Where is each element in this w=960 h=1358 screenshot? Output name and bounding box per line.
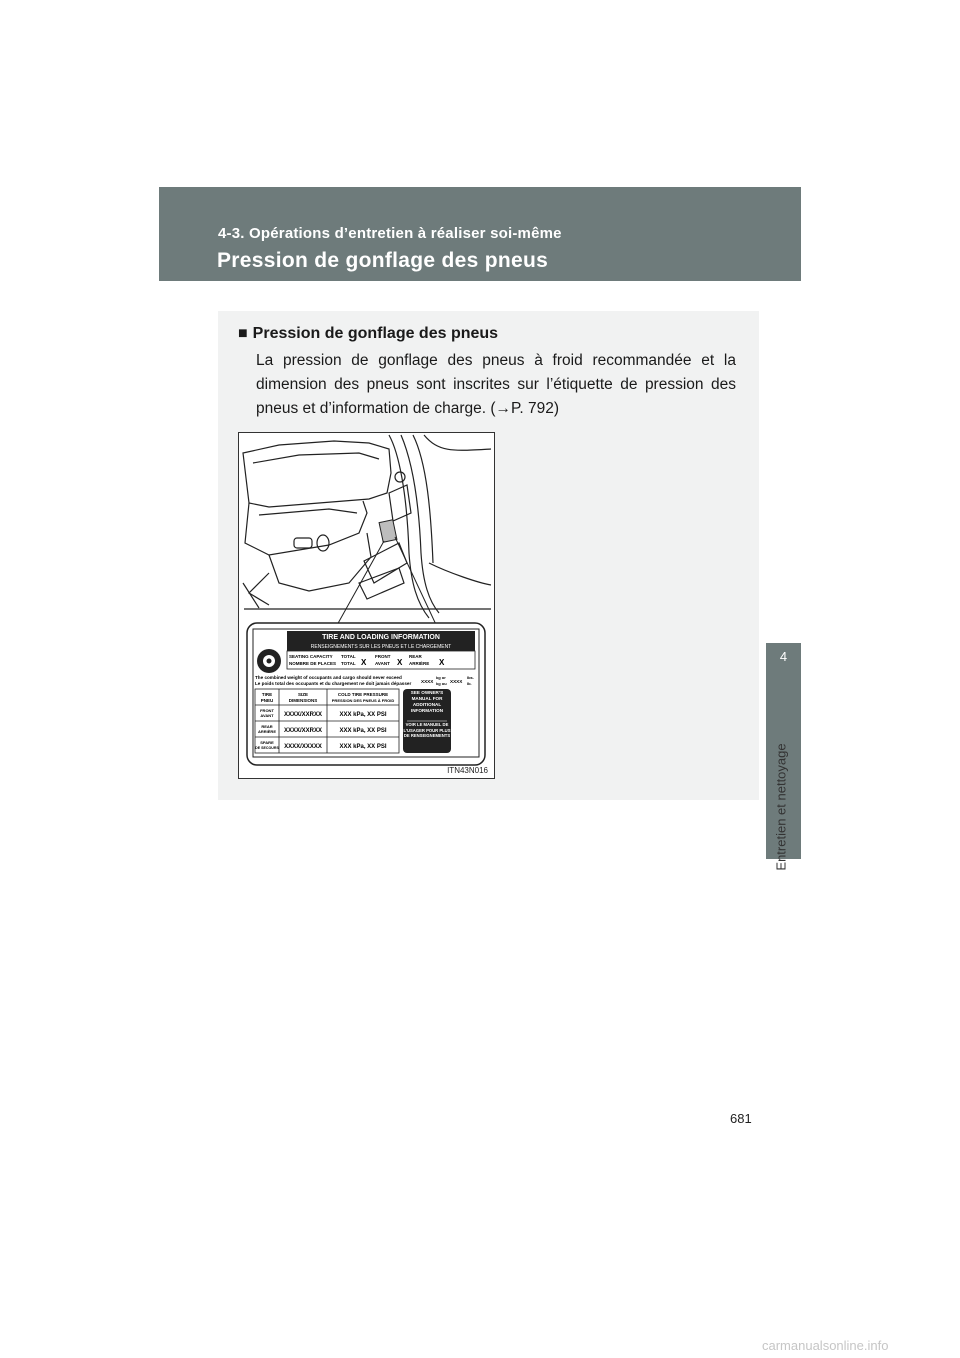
placard-title-fr: RENSEIGNEMENTS SUR LES PNEUS ET LE CHARGEMENT bbox=[310, 644, 452, 650]
chapter-label bbox=[771, 743, 791, 871]
svg-text:XXX kPa, XX PSI: XXX kPa, XX PSI bbox=[339, 712, 387, 718]
svg-text:XXXX: XXXX bbox=[421, 679, 434, 684]
svg-text:PNEU: PNEU bbox=[260, 698, 274, 703]
figure-id: ITN43N016 bbox=[447, 766, 488, 775]
watermark: carmanualsonline.info bbox=[762, 1338, 889, 1353]
svg-text:ARRIÈRE: ARRIÈRE bbox=[257, 729, 277, 734]
svg-text:X: X bbox=[439, 658, 445, 667]
svg-text:ARRIÈRE: ARRIÈRE bbox=[409, 661, 430, 666]
page-number: 681 bbox=[730, 1111, 752, 1126]
svg-text:XXXX/XXRXX: XXXX/XXRXX bbox=[283, 728, 323, 734]
placard-title-en: TIRE AND LOADING INFORMATION bbox=[322, 634, 440, 641]
svg-text:The combined weight of occupan: The combined weight of occupants and cargo should never exceed bbox=[255, 675, 402, 680]
svg-text:SPARE: SPARE bbox=[260, 740, 274, 745]
svg-text:XXX kPa, XX PSI: XXX kPa, XX PSI bbox=[339, 728, 387, 734]
svg-text:FRONT: FRONT bbox=[375, 654, 391, 659]
svg-text:XXXX/XXRXX: XXXX/XXRXX bbox=[283, 712, 323, 718]
seat-drawing bbox=[243, 441, 391, 608]
svg-text:XXX kPa, XX PSI: XXX kPa, XX PSI bbox=[339, 744, 387, 750]
svg-text:REAR: REAR bbox=[409, 654, 422, 659]
chapter-label-text: Entretien et nettoyage bbox=[773, 743, 789, 871]
svg-text:REAR: REAR bbox=[261, 724, 273, 729]
page-title: Pression de gonflage des pneus bbox=[217, 249, 549, 272]
tire-icon bbox=[257, 649, 281, 673]
svg-text:SEATING CAPACITY: SEATING CAPACITY bbox=[289, 654, 333, 659]
svg-text:XXXX/XXXXX: XXXX/XXXXX bbox=[284, 744, 322, 750]
svg-text:FRONT: FRONT bbox=[260, 708, 274, 713]
svg-text:lb.: lb. bbox=[467, 681, 472, 686]
svg-text:Le poids total des occupants e: Le poids total des occupants et du chargement ne doit jamais dépasser bbox=[255, 681, 412, 686]
svg-text:lbs.: lbs. bbox=[467, 675, 474, 680]
svg-text:COLD TIRE PRESSURE: COLD TIRE PRESSURE bbox=[337, 692, 389, 697]
svg-text:NOMBRE DE PLACES: NOMBRE DE PLACES bbox=[289, 661, 337, 666]
svg-text:SIZE: SIZE bbox=[297, 692, 309, 697]
subsection-heading bbox=[238, 325, 498, 343]
svg-text:XXXX: XXXX bbox=[450, 679, 463, 684]
svg-text:TOTAL: TOTAL bbox=[341, 661, 356, 666]
square-bullet-icon: ■ bbox=[238, 325, 248, 342]
subsection-heading-text: Pression de gonflage des pneus bbox=[252, 325, 499, 342]
see-manual-en: SEE OWNER’S MANUAL FOR ADDITIONAL INFORMATION bbox=[410, 690, 444, 713]
body-paragraph: La pression de gonflage des pneus à froid recommandée et la dimension des pneus sont inscrites sur l’étiquette de pression des pneus et d’information de charge. (→P. 792) bbox=[256, 352, 736, 417]
svg-text:X: X bbox=[361, 658, 367, 667]
svg-text:kg ou: kg ou bbox=[436, 681, 447, 686]
svg-text:PRESSION DES PNEUS À FROID: PRESSION DES PNEUS À FROID bbox=[331, 698, 395, 703]
header-band bbox=[159, 187, 801, 281]
section-label: 4-3. Opérations d’entretien à réaliser soi-même bbox=[218, 225, 562, 242]
svg-text:TIRE: TIRE bbox=[261, 692, 273, 697]
tire-label-figure bbox=[238, 432, 495, 779]
chapter-number: 4 bbox=[779, 649, 788, 664]
svg-text:TOTAL: TOTAL bbox=[341, 654, 356, 659]
svg-text:X: X bbox=[397, 658, 403, 667]
svg-text:AVANT: AVANT bbox=[375, 661, 390, 666]
see-manual-fr: VOIR LE MANUEL DE L’USAGER POUR PLUS DE RENSEIGNEMENTS bbox=[403, 722, 451, 739]
svg-text:DIMENSIONS: DIMENSIONS bbox=[288, 698, 318, 703]
svg-text:kg or: kg or bbox=[436, 675, 446, 680]
door-and-seat-illustration bbox=[239, 433, 494, 778]
svg-text:AVANT: AVANT bbox=[260, 713, 274, 718]
svg-text:DE SECOURS: DE SECOURS bbox=[255, 746, 279, 750]
door-pillar-drawing bbox=[244, 435, 491, 618]
content-box bbox=[218, 311, 759, 800]
